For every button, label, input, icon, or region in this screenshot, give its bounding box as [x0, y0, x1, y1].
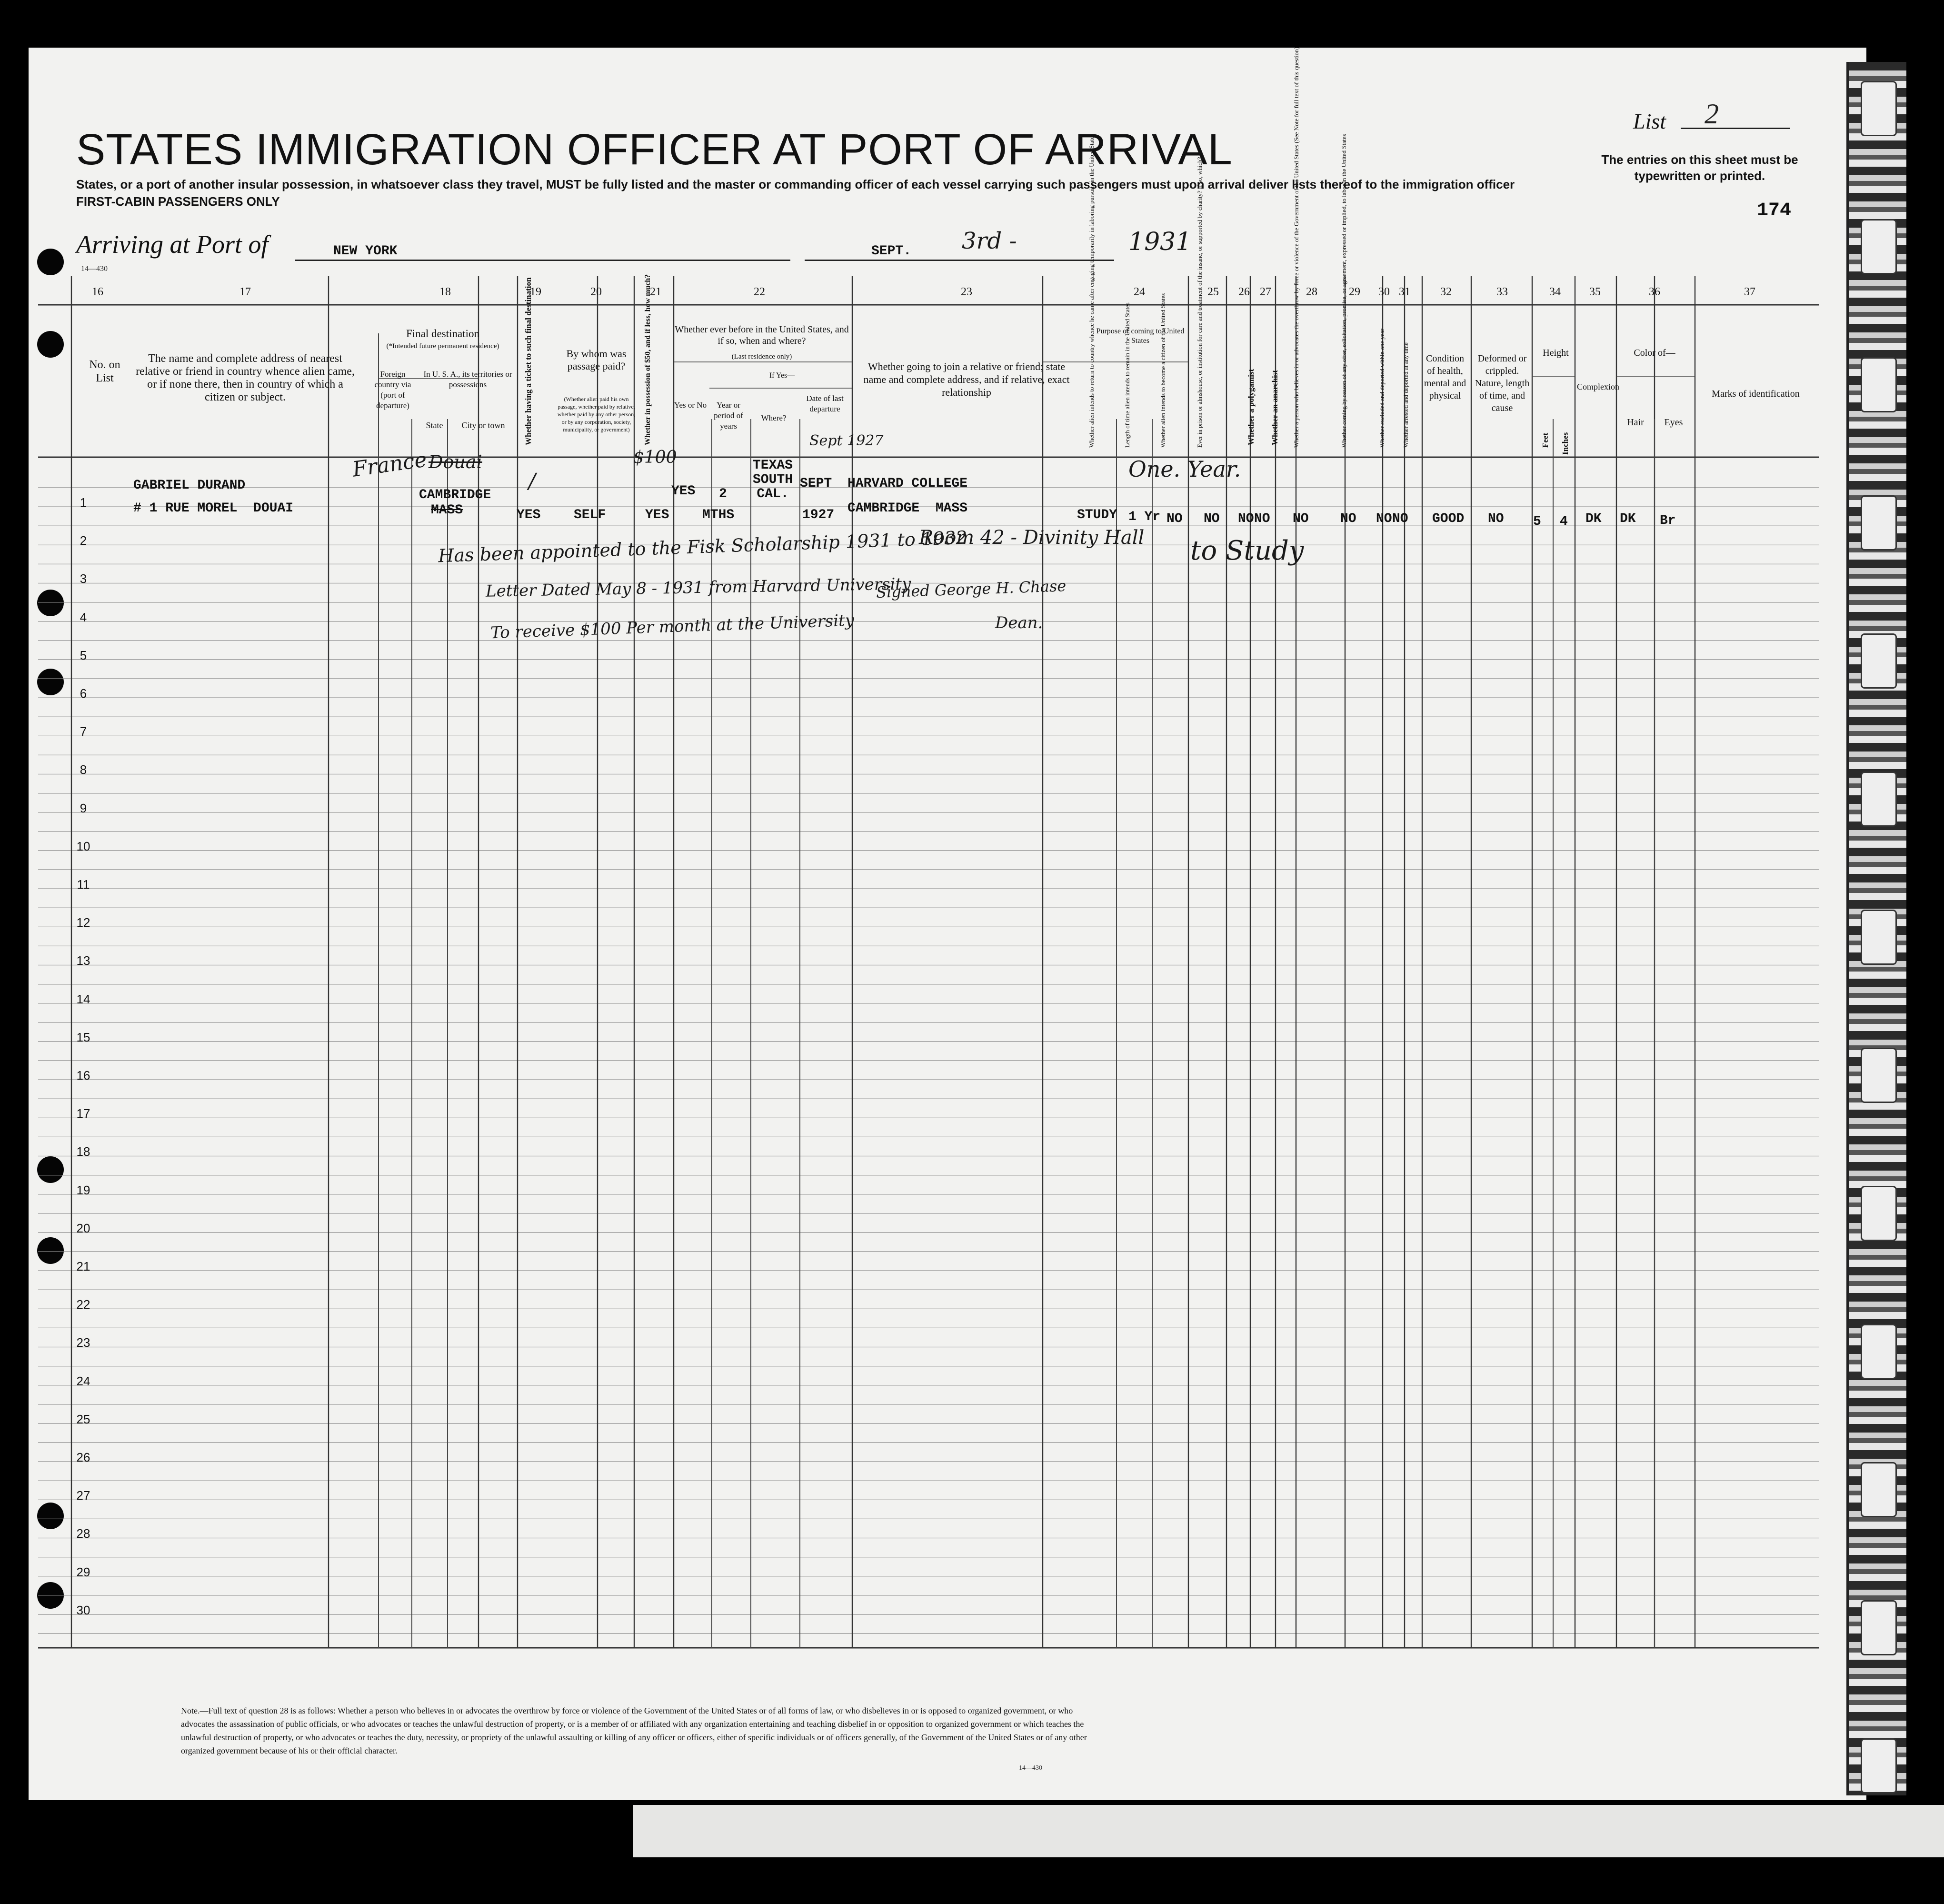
header-ticket: Whether having a ticket to such final destination: [524, 277, 533, 445]
annotation-scholarship: Has been appointed to the Fisk Scholarship 1931 to 1932: [438, 527, 968, 567]
list-label: List: [1633, 109, 1666, 133]
deformed-value: NO: [1488, 511, 1504, 526]
row-number: 7: [80, 724, 87, 739]
column-number: 31: [1399, 286, 1410, 298]
header-foreign-country: Foreign country via (port of departure): [374, 370, 411, 410]
page-title: STATES IMMIGRATION OFFICER AT PORT OF ARRIVAL: [76, 125, 1233, 174]
annotation-receive: To receive $100 Per month at the University: [490, 611, 855, 643]
ticket-value: YES: [517, 508, 541, 522]
before-us-value: YES: [671, 484, 696, 499]
footer-form-number: 14—430: [1019, 1764, 1042, 1772]
row-number: 10: [76, 839, 90, 853]
header-overthrow: Whether a person who believes in or advocates the overthrow by force or violence of the Government of the United States (See Note for full text of this question): [1293, 47, 1300, 448]
row-number: 2: [80, 533, 87, 548]
row-number: 8: [80, 762, 87, 777]
header-color-of: Color of—: [1634, 348, 1675, 358]
length-value: 1 Yr: [1128, 510, 1161, 524]
annotation-dean: Dean.: [995, 613, 1043, 632]
ticket-tick: /: [528, 469, 536, 493]
destination-state: MASS: [431, 503, 463, 518]
punch-hole: [37, 249, 64, 275]
column-number: 25: [1207, 286, 1219, 298]
header-complexion: Complexion: [1577, 382, 1619, 391]
underlying-sheet-edge: [633, 1805, 1944, 1857]
annotation-signed: Signed George H. Chase: [876, 577, 1067, 601]
row-number: 17: [76, 1106, 90, 1121]
length-hand: One. Year.: [1128, 456, 1241, 482]
row-number: 22: [76, 1297, 90, 1312]
money-hand: $100: [633, 448, 677, 467]
entries-note: The entries on this sheet must be typewritten or printed.: [1601, 152, 1798, 183]
column-number: 33: [1496, 286, 1508, 298]
column-number: 30: [1378, 286, 1390, 298]
row-number: 29: [76, 1565, 90, 1579]
row-number: 30: [76, 1603, 90, 1617]
period-value: 2: [719, 487, 727, 501]
binding-tag: [1861, 219, 1897, 274]
header-feet: Feet: [1541, 432, 1550, 448]
citizen-value: NO: [1166, 511, 1183, 526]
header-offer: Whether coming by reason of any offer, solicitation, promise, or agreement, expressed or implied, to labor in the United States: [1340, 134, 1347, 448]
header-period: Year or period of years: [714, 401, 743, 431]
binding-tag: [1861, 81, 1897, 136]
binding-tag: [1861, 1048, 1897, 1103]
header-inches: Inches: [1561, 432, 1570, 455]
day-value: 3rd -: [962, 228, 1017, 254]
header-purpose: Purpose of coming to United States: [1096, 327, 1185, 345]
year-value: 1931: [1128, 228, 1192, 256]
where-value: TEXAS SOUTH CAL.: [752, 458, 793, 501]
header-deformed: Deformed or crippled. Nature, length of time, and cause: [1475, 353, 1530, 413]
row-number: 13: [76, 953, 90, 968]
departure-hand: Sept 1927: [809, 432, 884, 449]
overthrow-value: NO: [1293, 511, 1309, 526]
header-no-on-list: No. on List: [89, 359, 120, 384]
departure-year: 1927: [802, 508, 835, 522]
header-ever-before: Whether ever before in the United States, and if so, when and where?: [675, 324, 849, 346]
join-address: CAMBRIDGE MASS: [847, 501, 968, 516]
annotation-to-study: to Study: [1190, 535, 1304, 566]
header-join-relative: Whether going to join a relative or friend; state name and complete address, and if relative, exact relationship: [863, 361, 1070, 398]
column-number: 16: [92, 286, 103, 298]
row-number: 28: [76, 1526, 90, 1541]
header-relative-address: The name and complete address of nearest relative or friend in country whence alien came, or if none there, then in country of which a citizen or subject.: [136, 352, 355, 403]
column-number: 20: [590, 286, 602, 298]
header-prison: Ever in prison or almshouse, or institution for care and treatment of the insane, or supported by charity? If so, which?: [1196, 157, 1203, 448]
join-name: HARVARD COLLEGE: [847, 476, 968, 491]
passenger-name: GABRIEL DURAND: [133, 478, 246, 493]
row-number: 4: [80, 610, 87, 624]
form-number: 14—430: [81, 265, 108, 273]
header-passage-paid-sub: (Whether alien paid his own passage, whether paid by relative, whether paid by any other person, or by any corporation, society, municipality, or government): [557, 396, 636, 433]
header-state: State: [426, 421, 443, 430]
row-number: 26: [76, 1450, 90, 1464]
header-where: Where?: [761, 413, 787, 422]
prison-value: NO: [1204, 511, 1220, 526]
row-number: 12: [76, 915, 90, 930]
binding-tag: [1861, 1324, 1897, 1379]
feet-value: 5: [1533, 514, 1541, 529]
header-last-departure: Date of last departure: [806, 394, 844, 413]
row-number: 6: [80, 686, 87, 701]
binding-tag: [1861, 910, 1897, 965]
first-cabin-label: FIRST-CABIN PASSENGERS ONLY: [76, 194, 280, 209]
header-final-destination-sub: (*Intended future permanent residence): [386, 342, 499, 350]
column-number: 19: [530, 286, 541, 298]
binding-tag: [1861, 357, 1897, 412]
destination-hand: Douai: [429, 451, 482, 472]
row-number: 23: [76, 1335, 90, 1350]
row-number: 16: [76, 1068, 90, 1082]
inches-value: 4: [1560, 514, 1568, 529]
annotation-letter: Letter Dated May 8 - 1931 from Harvard University: [485, 574, 911, 601]
column-number: 37: [1744, 286, 1755, 298]
money-value: YES: [645, 508, 669, 522]
binding-tag: [1861, 772, 1897, 827]
header-ever-before-sub: (Last residence only): [731, 353, 792, 361]
foreign-country-hand: France: [351, 447, 429, 482]
row-number: 18: [76, 1144, 90, 1159]
subtitle-line: States, or a port of another insular possession, in whatsoever class they travel, MUST be fully listed and the master or commanding officer of each vessel carrying such passengers must upon arrival deliver lists thereof to the immigration officer: [76, 177, 1515, 191]
page-number: 174: [1757, 200, 1792, 221]
header-polygamist: Whether a polygamist: [1246, 369, 1256, 445]
port-underline: [295, 260, 790, 261]
row-number: 21: [76, 1259, 90, 1273]
header-fifty-dollars: Whether in possession of $50, and if less, how much?: [644, 274, 652, 445]
header-purpose-return: Whether alien intends to return to country whence he came after engaging temporarily in laboring pursuits in the United States: [1088, 134, 1095, 448]
column-number: 22: [754, 286, 765, 298]
row-number: 15: [76, 1030, 90, 1044]
column-number: 35: [1589, 286, 1601, 298]
row-number: 27: [76, 1488, 90, 1503]
column-number: 34: [1549, 286, 1561, 298]
binding-strip: [1846, 62, 1906, 1795]
list-underline: [1681, 128, 1790, 129]
footer-note: Note.—Full text of question 28 is as follows: Whether a person who believes in or advocates the overthrow by force or violence of the Government of the United States or of all forms of law, or who disbelieves in or is opposed to organized government, or who advocates the assassination of public officials, or who advocates or teaches the unlawful destruction of property, or is a member of or affiliated with any organization entertaining and teaching disbelief in or opposition to organized government or which teaches the unlawful destruction of property, or who advocates or teaches the duty, necessity, or propriety of the unlawful assaulting or killing of any officer or officers, either of specific individuals or of officers generally, of the Government of the United States or of any other organized government because of his or their official character.: [181, 1706, 1087, 1755]
column-number: 36: [1649, 286, 1660, 298]
row-number: 20: [76, 1221, 90, 1235]
row-number: 11: [77, 877, 90, 892]
header-final-destination: Final destination: [406, 328, 479, 340]
eyes-value: Br: [1660, 513, 1676, 528]
header-eyes: Eyes: [1664, 417, 1683, 428]
header-length-of-time: Length of time alien intends to remain in the United States: [1124, 302, 1131, 448]
arriving-label: Arriving at Port of: [76, 230, 269, 259]
row-number: 9: [80, 801, 87, 815]
column-number: 27: [1260, 286, 1271, 298]
column-number: 26: [1238, 286, 1250, 298]
row-number: 14: [76, 992, 90, 1006]
arrested-value: NO: [1392, 511, 1408, 526]
list-number: 2: [1705, 98, 1719, 130]
header-anarchist: Whether an anarchist: [1270, 370, 1279, 445]
date-underline: [805, 260, 1114, 261]
header-health: Condition of health, mental and physical: [1424, 353, 1466, 401]
row-number: 24: [76, 1374, 90, 1388]
complexion-col-value: DK: [1585, 511, 1602, 526]
header-height: Height: [1543, 348, 1569, 358]
purpose-value: STUDY: [1077, 508, 1117, 522]
period-unit: MTHS: [702, 508, 735, 522]
column-number: 28: [1306, 286, 1317, 298]
month-value: SEPT.: [871, 244, 912, 259]
row-number: 1: [80, 495, 87, 510]
column-number: 24: [1134, 286, 1145, 298]
binding-tag: [1861, 1462, 1897, 1517]
excluded-value: NO: [1376, 511, 1392, 526]
health-value: GOOD: [1432, 511, 1465, 526]
binding-tag: [1861, 1738, 1897, 1794]
port-value: NEW YORK: [333, 244, 398, 259]
column-number: 32: [1440, 286, 1452, 298]
binding-tag: [1861, 1600, 1897, 1655]
column-number: 21: [650, 286, 661, 298]
header-city: City or town: [461, 421, 505, 430]
polygamist-value: NO: [1238, 511, 1254, 526]
offer-value: NO: [1340, 511, 1356, 526]
annotation-room: Room 42 - Divinity Hall: [919, 527, 1145, 549]
column-number: 18: [439, 286, 451, 298]
header-marks-identification: Marks of identification: [1712, 389, 1800, 399]
row-number: 3: [80, 571, 87, 586]
column-number: 29: [1349, 286, 1360, 298]
header-yes-no: Yes or No: [674, 401, 707, 410]
header-arrested: Whether arrested and deported at any time: [1402, 342, 1409, 448]
complexion-value: DK: [1620, 511, 1636, 526]
departure-month: SEPT: [800, 476, 832, 491]
row-number: 5: [80, 648, 87, 662]
anarchist-value: NO: [1254, 511, 1270, 526]
column-number: 23: [961, 286, 972, 298]
header-if-yes: If Yes—: [769, 371, 795, 380]
binding-tag: [1861, 495, 1897, 551]
header-in-usa: In U. S. A., its territories or possessions: [423, 370, 512, 389]
row-number: 25: [76, 1412, 90, 1426]
header-become-citizen: Whether alien intends to become a citizen of the United States: [1159, 293, 1166, 448]
header-passage-paid: By whom was passage paid?: [566, 348, 627, 372]
row-number: 19: [76, 1183, 90, 1197]
column-number: 17: [239, 286, 251, 298]
passenger-address: # 1 RUE MOREL DOUAI: [133, 501, 294, 516]
binding-tag: [1861, 1186, 1897, 1241]
destination-city: CAMBRIDGE: [419, 488, 491, 502]
binding-tag: [1861, 633, 1897, 689]
header-excluded: Whether excluded and deported within one year: [1378, 329, 1386, 448]
header-hair: Hair: [1627, 417, 1644, 428]
passage-paid-value: SELF: [574, 508, 606, 522]
